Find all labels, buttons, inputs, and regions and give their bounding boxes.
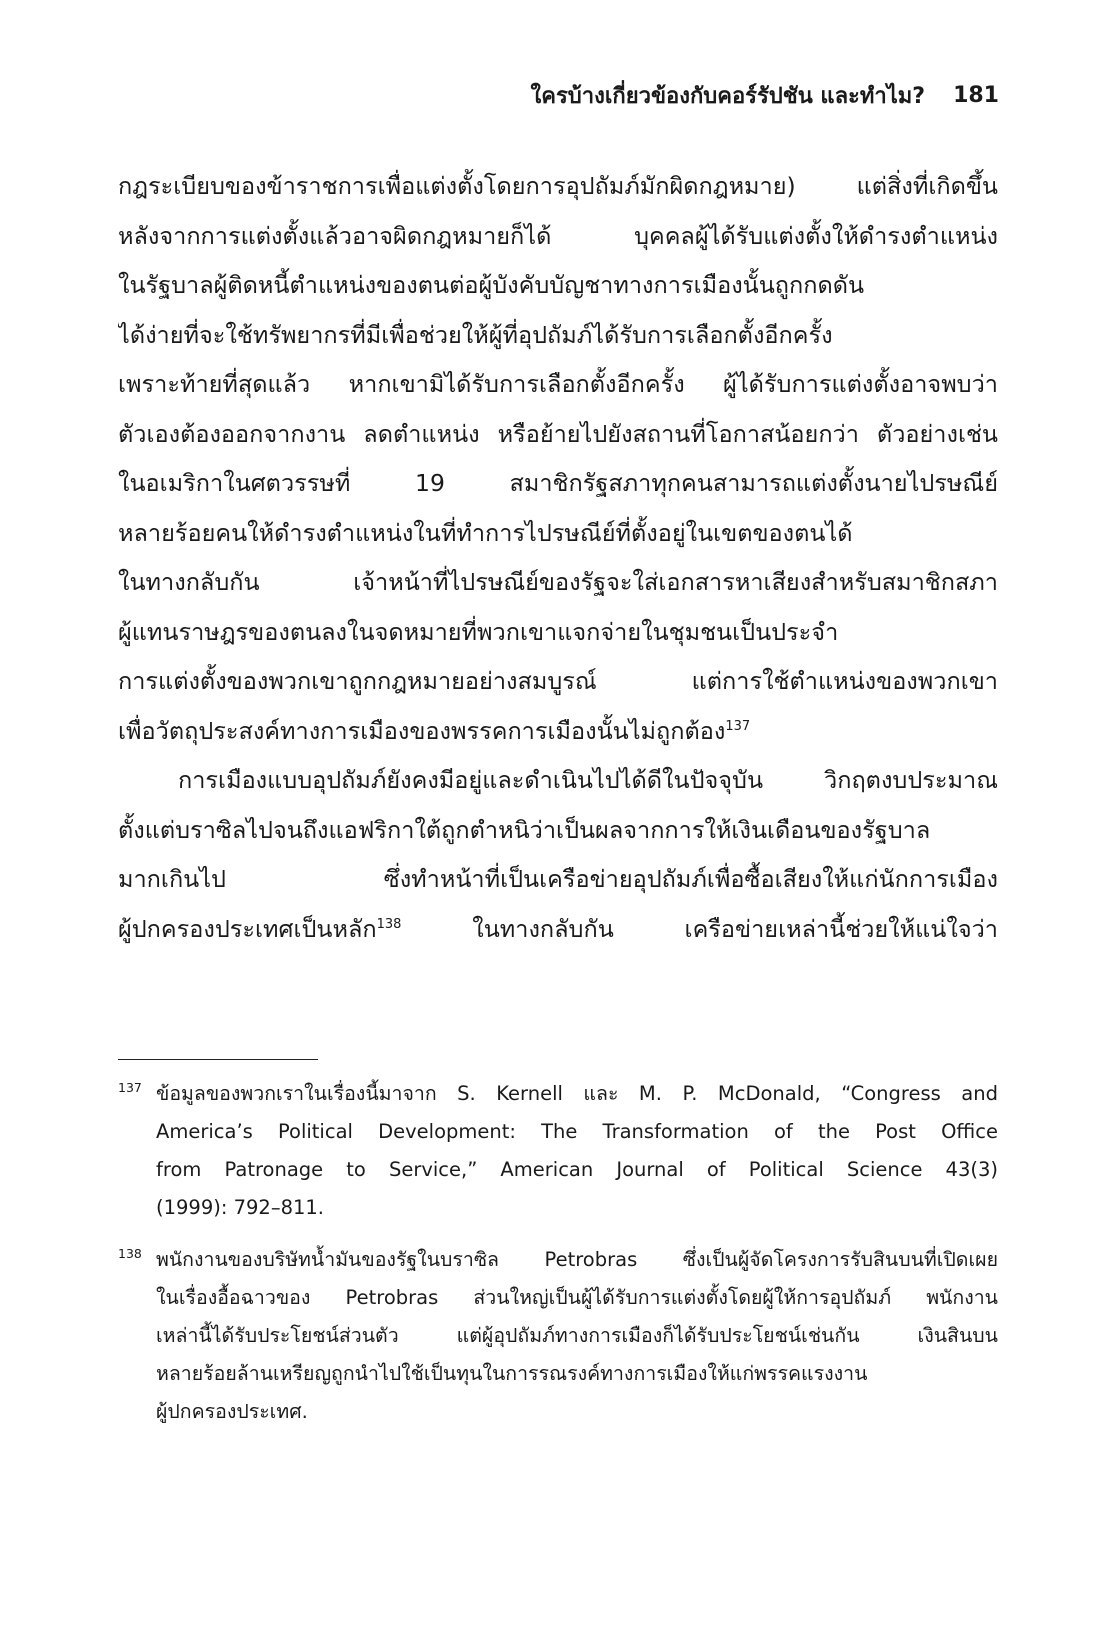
body-line <box>118 707 998 757</box>
footnote-line: America’s Political Development: The Transformation of the Post Office <box>156 1120 998 1143</box>
body-text <box>118 162 998 954</box>
body-line: ในรัฐบาลผู้ติดหนี้ตำแหน่งของตนต่อผู้บังคับบัญชาทางการเมืองนั้นถูกกดดัน <box>118 271 865 299</box>
footnote-138 <box>118 1241 998 1431</box>
footnote-line: ในเรื่องอื้อฉาวของ Petrobras ส่วนใหญ่เป็นผู้ได้รับการแต่งตั้งโดยผู้ให้การอุปถัมภ์ พนักงาน <box>156 1286 998 1309</box>
footnote-divider <box>118 1059 318 1060</box>
body-line-text: ผู้ปกครองประเทศเป็นหลัก <box>118 914 377 943</box>
footnote-line: from Patronage to Service,” American Journal of Political Science 43(3) <box>156 1158 998 1181</box>
footnote-line: พนักงานของบริษัทน้ำมันของรัฐในบราซิล Petrobras ซึ่งเป็นผู้จัดโครงการรับสินบนที่เปิดเผย <box>156 1248 998 1271</box>
footnote-ref-137[interactable]: 137 <box>725 718 751 734</box>
body-line: ผู้แทนราษฎรของตนลงในจดหมายที่พวกเขาแจกจ่ายในชุมชนเป็นประจำ <box>118 617 839 646</box>
footnote-137 <box>118 1075 998 1227</box>
body-line: ตัวเองต้องออกจากงาน ลดตำแหน่ง หรือย้ายไปยังสถานที่โอกาสน้อยกว่า ตัวอย่างเช่น <box>118 419 998 448</box>
footnote-line: (1999): 792–811. <box>156 1196 324 1219</box>
body-line: กฎระเบียบของข้าราชการเพื่อแต่งตั้งโดยการอุปถัมภ์มักผิดกฎหมาย) แต่สิ่งที่เกิดขึ้น <box>118 172 998 200</box>
running-title: ใครบ้างเกี่ยวข้องกับคอร์รัปชัน และทำไม? <box>530 83 926 109</box>
footnote-number: 138 <box>118 1246 142 1261</box>
footnote-line: ข้อมูลของพวกเราในเรื่องนี้มาจาก S. Kernell และ M. P. McDonald, “Congress and <box>156 1082 998 1105</box>
body-line: ในทางกลับกัน เจ้าหน้าที่ไปรษณีย์ของรัฐจะใส่เอกสารหาเสียงสำหรับสมาชิกสภา <box>118 568 998 596</box>
body-line: การเมืองแบบอุปถัมภ์ยังคงมีอยู่และดำเนินไปได้ดีในปัจจุบัน วิกฤตงบประมาณ <box>178 766 998 794</box>
body-line <box>118 905 998 955</box>
running-header <box>118 75 999 115</box>
footnote-line: เหล่านี้ได้รับประโยชน์ส่วนตัว แต่ผู้อุปถัมภ์ทางการเมืองก็ได้รับประโยชน์เช่นกัน เงินสินบน <box>156 1324 998 1347</box>
body-line: การแต่งตั้งของพวกเขาถูกกฎหมายอย่างสมบูรณ์ แต่การใช้ตำแหน่งของพวกเขา <box>118 667 998 695</box>
footnote-line: ผู้ปกครองประเทศ. <box>156 1400 308 1423</box>
body-line: หลายร้อยคนให้ดำรงตำแหน่งในที่ทำการไปรษณีย์ที่ตั้งอยู่ในเขตของตนได้ <box>118 518 853 547</box>
body-line: หลังจากการแต่งตั้งแล้วอาจผิดกฎหมายก็ได้ บุคคลผู้ได้รับแต่งตั้งให้ดำรงตำแหน่ง <box>118 221 998 250</box>
body-line: ได้ง่ายที่จะใช้ทรัพยากรที่มีเพื่อช่วยให้ผู้ที่อุปถัมภ์ได้รับการเลือกตั้งอีกครั้ง <box>118 320 833 349</box>
body-line-text: เพื่อวัตถุประสงค์ทางการเมืองของพรรคการเมืองนั้นไม่ถูกต้อง <box>118 716 726 745</box>
body-line: มากเกินไป ซึ่งทำหน้าที่เป็นเครือข่ายอุปถัมภ์เพื่อซื้อเสียงให้แก่นักการเมือง <box>118 865 998 893</box>
body-line: ตั้งแต่บราซิลไปจนถึงแอฟริกาใต้ถูกตำหนิว่าเป็นผลจากการให้เงินเดือนของรัฐบาล <box>118 815 931 844</box>
page-number: 181 <box>953 82 999 108</box>
body-line-text: ในทางกลับกัน เครือข่ายเหล่านี้ช่วยให้แน่ใจว่า <box>401 914 998 943</box>
footnote-number: 137 <box>118 1080 142 1095</box>
body-line: เพราะท้ายที่สุดแล้ว หากเขามิได้รับการเลือกตั้งอีกครั้ง ผู้ได้รับการแต่งตั้งอาจพบว่า <box>118 370 998 398</box>
footnotes <box>118 1075 998 1445</box>
footnote-line: หลายร้อยล้านเหรียญถูกนำไปใช้เป็นทุนในการรณรงค์ทางการเมืองให้แก่พรรคแรงงาน <box>156 1362 868 1385</box>
body-line: ในอเมริกาในศตวรรษที่ 19 สมาชิกรัฐสภาทุกคนสามารถแต่งตั้งนายไปรษณีย์ <box>118 469 998 497</box>
footnote-ref-138[interactable]: 138 <box>376 916 402 932</box>
